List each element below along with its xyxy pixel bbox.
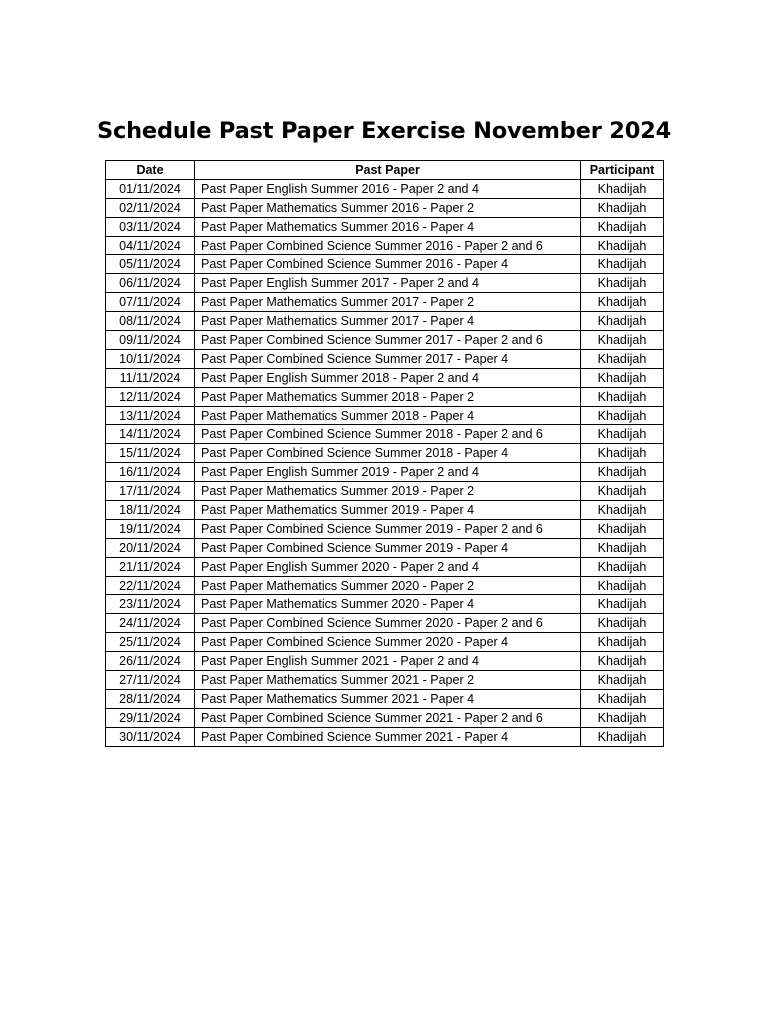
table-row [106, 368, 664, 387]
table-row [106, 293, 664, 312]
date-cell: 05/11/2024 [106, 255, 195, 274]
past-paper-cell: Past Paper Mathematics Summer 2018 - Paper 2 [195, 387, 581, 406]
participant-cell: Khadijah [581, 274, 664, 293]
past-paper-cell: Past Paper English Summer 2021 - Paper 2 and 4 [195, 652, 581, 671]
table-row [106, 198, 664, 217]
participant-cell: Khadijah [581, 179, 664, 198]
participant-cell: Khadijah [581, 349, 664, 368]
date-cell: 14/11/2024 [106, 425, 195, 444]
participant-cell: Khadijah [581, 689, 664, 708]
date-cell: 19/11/2024 [106, 519, 195, 538]
date-cell: 03/11/2024 [106, 217, 195, 236]
table-row [106, 349, 664, 368]
participant-cell: Khadijah [581, 501, 664, 520]
past-paper-cell: Past Paper English Summer 2019 - Paper 2 and 4 [195, 463, 581, 482]
date-cell: 23/11/2024 [106, 595, 195, 614]
table-row [106, 331, 664, 350]
participant-cell: Khadijah [581, 708, 664, 727]
table-row [106, 501, 664, 520]
participant-cell: Khadijah [581, 671, 664, 690]
header-participant: Participant [581, 161, 664, 180]
date-cell: 30/11/2024 [106, 727, 195, 746]
table-row [106, 689, 664, 708]
past-paper-cell: Past Paper Mathematics Summer 2021 - Paper 4 [195, 689, 581, 708]
date-cell: 07/11/2024 [106, 293, 195, 312]
date-cell: 01/11/2024 [106, 179, 195, 198]
participant-cell: Khadijah [581, 331, 664, 350]
participant-cell: Khadijah [581, 425, 664, 444]
table-row [106, 614, 664, 633]
date-cell: 24/11/2024 [106, 614, 195, 633]
participant-cell: Khadijah [581, 387, 664, 406]
past-paper-cell: Past Paper Mathematics Summer 2016 - Paper 2 [195, 198, 581, 217]
table-row [106, 179, 664, 198]
participant-cell: Khadijah [581, 312, 664, 331]
table-header [106, 161, 664, 180]
participant-cell: Khadijah [581, 463, 664, 482]
date-cell: 06/11/2024 [106, 274, 195, 293]
past-paper-cell: Past Paper Mathematics Summer 2021 - Paper 2 [195, 671, 581, 690]
date-cell: 09/11/2024 [106, 331, 195, 350]
table-row [106, 671, 664, 690]
past-paper-cell: Past Paper Combined Science Summer 2019 - Paper 4 [195, 538, 581, 557]
table-row [106, 387, 664, 406]
date-cell: 20/11/2024 [106, 538, 195, 557]
table-row [106, 576, 664, 595]
past-paper-cell: Past Paper Combined Science Summer 2021 - Paper 4 [195, 727, 581, 746]
participant-cell: Khadijah [581, 255, 664, 274]
past-paper-cell: Past Paper Combined Science Summer 2016 - Paper 2 and 6 [195, 236, 581, 255]
past-paper-cell: Past Paper Combined Science Summer 2021 - Paper 2 and 6 [195, 708, 581, 727]
date-cell: 28/11/2024 [106, 689, 195, 708]
participant-cell: Khadijah [581, 236, 664, 255]
page-title: Schedule Past Paper Exercise November 2024 [96, 118, 672, 144]
past-paper-cell: Past Paper English Summer 2016 - Paper 2 and 4 [195, 179, 581, 198]
table-row [106, 444, 664, 463]
past-paper-cell: Past Paper Mathematics Summer 2018 - Paper 4 [195, 406, 581, 425]
participant-cell: Khadijah [581, 633, 664, 652]
participant-cell: Khadijah [581, 576, 664, 595]
participant-cell: Khadijah [581, 538, 664, 557]
date-cell: 17/11/2024 [106, 482, 195, 501]
table-row [106, 652, 664, 671]
header-date: Date [106, 161, 195, 180]
participant-cell: Khadijah [581, 727, 664, 746]
table-row [106, 236, 664, 255]
participant-cell: Khadijah [581, 368, 664, 387]
table-row [106, 727, 664, 746]
date-cell: 12/11/2024 [106, 387, 195, 406]
date-cell: 27/11/2024 [106, 671, 195, 690]
table-row [106, 633, 664, 652]
past-paper-cell: Past Paper Mathematics Summer 2020 - Paper 2 [195, 576, 581, 595]
past-paper-cell: Past Paper English Summer 2020 - Paper 2 and 4 [195, 557, 581, 576]
table-row [106, 708, 664, 727]
date-cell: 26/11/2024 [106, 652, 195, 671]
participant-cell: Khadijah [581, 444, 664, 463]
header-row [106, 161, 664, 180]
past-paper-cell: Past Paper Mathematics Summer 2017 - Paper 2 [195, 293, 581, 312]
past-paper-cell: Past Paper Combined Science Summer 2019 - Paper 2 and 6 [195, 519, 581, 538]
date-cell: 02/11/2024 [106, 198, 195, 217]
participant-cell: Khadijah [581, 217, 664, 236]
date-cell: 25/11/2024 [106, 633, 195, 652]
table-row [106, 274, 664, 293]
date-cell: 21/11/2024 [106, 557, 195, 576]
table-row [106, 557, 664, 576]
past-paper-cell: Past Paper Combined Science Summer 2018 - Paper 2 and 6 [195, 425, 581, 444]
table-row [106, 217, 664, 236]
participant-cell: Khadijah [581, 198, 664, 217]
date-cell: 29/11/2024 [106, 708, 195, 727]
table-row [106, 595, 664, 614]
past-paper-cell: Past Paper Combined Science Summer 2020 - Paper 2 and 6 [195, 614, 581, 633]
participant-cell: Khadijah [581, 406, 664, 425]
header-past-paper: Past Paper [195, 161, 581, 180]
participant-cell: Khadijah [581, 482, 664, 501]
past-paper-cell: Past Paper Mathematics Summer 2020 - Paper 4 [195, 595, 581, 614]
table-row [106, 255, 664, 274]
table-body [106, 179, 664, 746]
date-cell: 08/11/2024 [106, 312, 195, 331]
participant-cell: Khadijah [581, 595, 664, 614]
past-paper-cell: Past Paper English Summer 2017 - Paper 2 and 4 [195, 274, 581, 293]
past-paper-cell: Past Paper Combined Science Summer 2020 - Paper 4 [195, 633, 581, 652]
date-cell: 13/11/2024 [106, 406, 195, 425]
past-paper-cell: Past Paper Combined Science Summer 2018 - Paper 4 [195, 444, 581, 463]
table-row [106, 425, 664, 444]
past-paper-cell: Past Paper Combined Science Summer 2017 - Paper 2 and 6 [195, 331, 581, 350]
participant-cell: Khadijah [581, 614, 664, 633]
table-row [106, 519, 664, 538]
table-row [106, 406, 664, 425]
table-row [106, 482, 664, 501]
date-cell: 04/11/2024 [106, 236, 195, 255]
participant-cell: Khadijah [581, 519, 664, 538]
table-row [106, 463, 664, 482]
past-paper-cell: Past Paper Combined Science Summer 2017 - Paper 4 [195, 349, 581, 368]
date-cell: 18/11/2024 [106, 501, 195, 520]
date-cell: 11/11/2024 [106, 368, 195, 387]
participant-cell: Khadijah [581, 293, 664, 312]
date-cell: 10/11/2024 [106, 349, 195, 368]
past-paper-cell: Past Paper Mathematics Summer 2017 - Paper 4 [195, 312, 581, 331]
date-cell: 22/11/2024 [106, 576, 195, 595]
past-paper-cell: Past Paper Mathematics Summer 2019 - Paper 4 [195, 501, 581, 520]
schedule-table [105, 160, 664, 747]
past-paper-cell: Past Paper Mathematics Summer 2016 - Paper 4 [195, 217, 581, 236]
participant-cell: Khadijah [581, 557, 664, 576]
past-paper-cell: Past Paper English Summer 2018 - Paper 2 and 4 [195, 368, 581, 387]
past-paper-cell: Past Paper Combined Science Summer 2016 - Paper 4 [195, 255, 581, 274]
table-row [106, 312, 664, 331]
past-paper-cell: Past Paper Mathematics Summer 2019 - Paper 2 [195, 482, 581, 501]
date-cell: 16/11/2024 [106, 463, 195, 482]
table-row [106, 538, 664, 557]
date-cell: 15/11/2024 [106, 444, 195, 463]
participant-cell: Khadijah [581, 652, 664, 671]
